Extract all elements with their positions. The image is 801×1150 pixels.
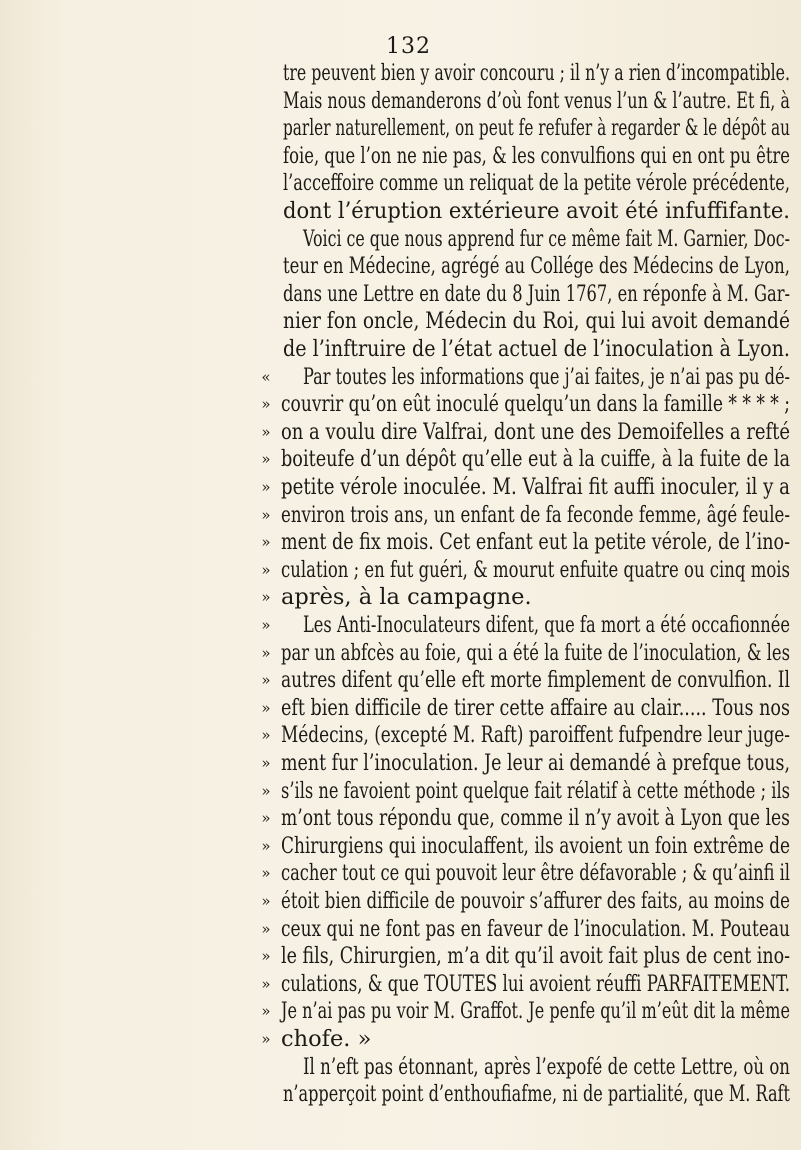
quotation-mark: » bbox=[261, 864, 271, 883]
page-number: 132 bbox=[386, 34, 431, 59]
line-text: chofe. » bbox=[281, 1026, 372, 1052]
line-text: l’acceffoire comme un reliquat de la petite vérole précédente, bbox=[283, 170, 790, 197]
quotation-mark: » bbox=[261, 588, 271, 607]
line-text: n’apperçoit point d’enthoufiafme, ni de partialité, que M. Raft bbox=[283, 1081, 790, 1108]
line-text: foie, que l’on ne nie pas, & les convulfions qui en ont pu être bbox=[283, 142, 790, 169]
line-text: s’ils ne favoient point quelque fait rélatif à cette méthode ; ils bbox=[281, 777, 790, 804]
quotation-mark: » bbox=[261, 671, 271, 690]
line-text: on a voulu dire Valfrai, dont une des Demoifelles a refté bbox=[281, 418, 790, 445]
line-text: Je n’ai pas pu voir M. Graffot. Je penfe qu’il m’eût dit la même bbox=[281, 998, 790, 1025]
quotation-mark: » bbox=[261, 919, 271, 938]
line-text: Médecins, (excepté M. Raft) paroiffent fufpendre leur juge- bbox=[281, 722, 790, 749]
quotation-mark: » bbox=[261, 478, 271, 496]
line-text: nier fon oncle, Médecin du Roi, qui lui avoit demandé bbox=[283, 308, 790, 335]
line-text: eft bien difficile de tirer cette affaire au clair..... Tous nos bbox=[281, 694, 790, 721]
quotation-mark: » bbox=[261, 698, 271, 717]
line-text: culations, & que TOUTES lui avoient réuffi PARFAITEMENT. bbox=[281, 970, 790, 997]
line-text: boiteufe d’un dépôt qu’elle eut à la cuiffe, à la fuite de la bbox=[281, 446, 790, 473]
line-text: couvrir qu’on eût inoculé quelqu’un dans la famille * * * * ; bbox=[281, 391, 790, 418]
line-text: de l’inftruire de l’état actuel de l’inoculation à Lyon. bbox=[283, 336, 790, 362]
line-text: parler naturellement, on peut fe refufer à regarder & le dépôt au bbox=[283, 115, 790, 142]
line-text: petite vérole inoculée. M. Valfrai fit auffi inoculer, il y a bbox=[281, 474, 790, 500]
line-text: par un abfcès au foie, qui a été la fuite de l’inoculation, & les bbox=[281, 639, 790, 666]
line-text: étoit bien difficile de pouvoir s’affurer des faits, au moins de bbox=[281, 888, 790, 914]
line-text: Par toutes les informations que j’ai faites, je n’ai pas pu dé- bbox=[303, 363, 790, 390]
quotation-mark: » bbox=[261, 892, 271, 910]
quotation-mark: » bbox=[261, 533, 271, 552]
line-text: Mais nous demanderons d’où font venus l’un & l’autre. Et fi, à bbox=[283, 87, 790, 114]
line-text: dont l’éruption extérieure avoit été infuffifante. bbox=[283, 198, 790, 224]
quotation-mark: » bbox=[261, 836, 271, 855]
line-text: le fils, Chirurgien, m’a dit qu’il avoit fait plus de cent ino- bbox=[281, 943, 790, 970]
quotation-mark: » bbox=[261, 616, 271, 634]
line-text: Il n’eft pas étonnant, après l’expofé de cette Lettre, où on bbox=[303, 1053, 790, 1080]
line-text: ment fur l’inoculation. Je leur ai demandé à prefque tous, bbox=[281, 750, 790, 776]
quotation-mark: » bbox=[261, 395, 271, 414]
line-text: environ trois ans, un enfant de fa feconde femme, âgé feule- bbox=[281, 501, 790, 528]
quotation-mark: » bbox=[261, 643, 271, 662]
quotation-mark: » bbox=[261, 754, 271, 772]
line-text: teur en Médecine, agrégé au Collége des Médecins de Lyon, bbox=[283, 253, 790, 280]
quotation-mark: » bbox=[261, 422, 271, 441]
line-text: culation ; en fut guéri, & mourut enfuite quatre ou cinq mois bbox=[281, 556, 790, 583]
quotation-mark: » bbox=[261, 505, 271, 524]
quotation-mark: » bbox=[261, 450, 271, 469]
line-text: Chirurgiens qui inoculaffent, ils avoient un foin extrême de bbox=[281, 832, 790, 859]
quotation-mark: » bbox=[261, 1030, 271, 1048]
line-text: autres difent qu’elle eft morte fimplement de convulfion. Il bbox=[281, 667, 790, 694]
line-text: Les Anti-Inoculateurs difent, que fa mort a été occafionnée bbox=[303, 612, 790, 638]
line-text: après, à la campagne. bbox=[281, 584, 532, 611]
line-text: m’ont tous répondu que, comme il n’y avoit à Lyon que les bbox=[281, 805, 790, 832]
line-text: dans une Lettre en date du 8 Juin 1767, en réponfe à M. Gar- bbox=[283, 280, 790, 307]
quotation-mark: « bbox=[261, 367, 271, 386]
line-text: ceux qui ne font pas en faveur de l’inoculation. M. Pouteau bbox=[281, 915, 790, 942]
quotation-mark: » bbox=[261, 726, 271, 745]
line-text: Voici ce que nous apprend fur ce même fait M. Garnier, Doc- bbox=[303, 225, 790, 252]
quotation-mark: » bbox=[261, 560, 271, 579]
quotation-mark: » bbox=[261, 781, 271, 800]
quotation-mark: » bbox=[261, 947, 271, 966]
line-text: tre peuvent bien y avoir concouru ; il n’y a rien d’incompatible. bbox=[283, 60, 790, 86]
line-text: ment de fix mois. Cet enfant eut la petite vérole, de l’ino- bbox=[281, 529, 790, 556]
quotation-mark: » bbox=[261, 809, 271, 828]
quotation-mark: » bbox=[261, 1002, 271, 1021]
quotation-mark: » bbox=[261, 974, 271, 993]
line-text: cacher tout ce qui pouvoit leur être défavorable ; & qu’ainfi il bbox=[281, 860, 790, 887]
